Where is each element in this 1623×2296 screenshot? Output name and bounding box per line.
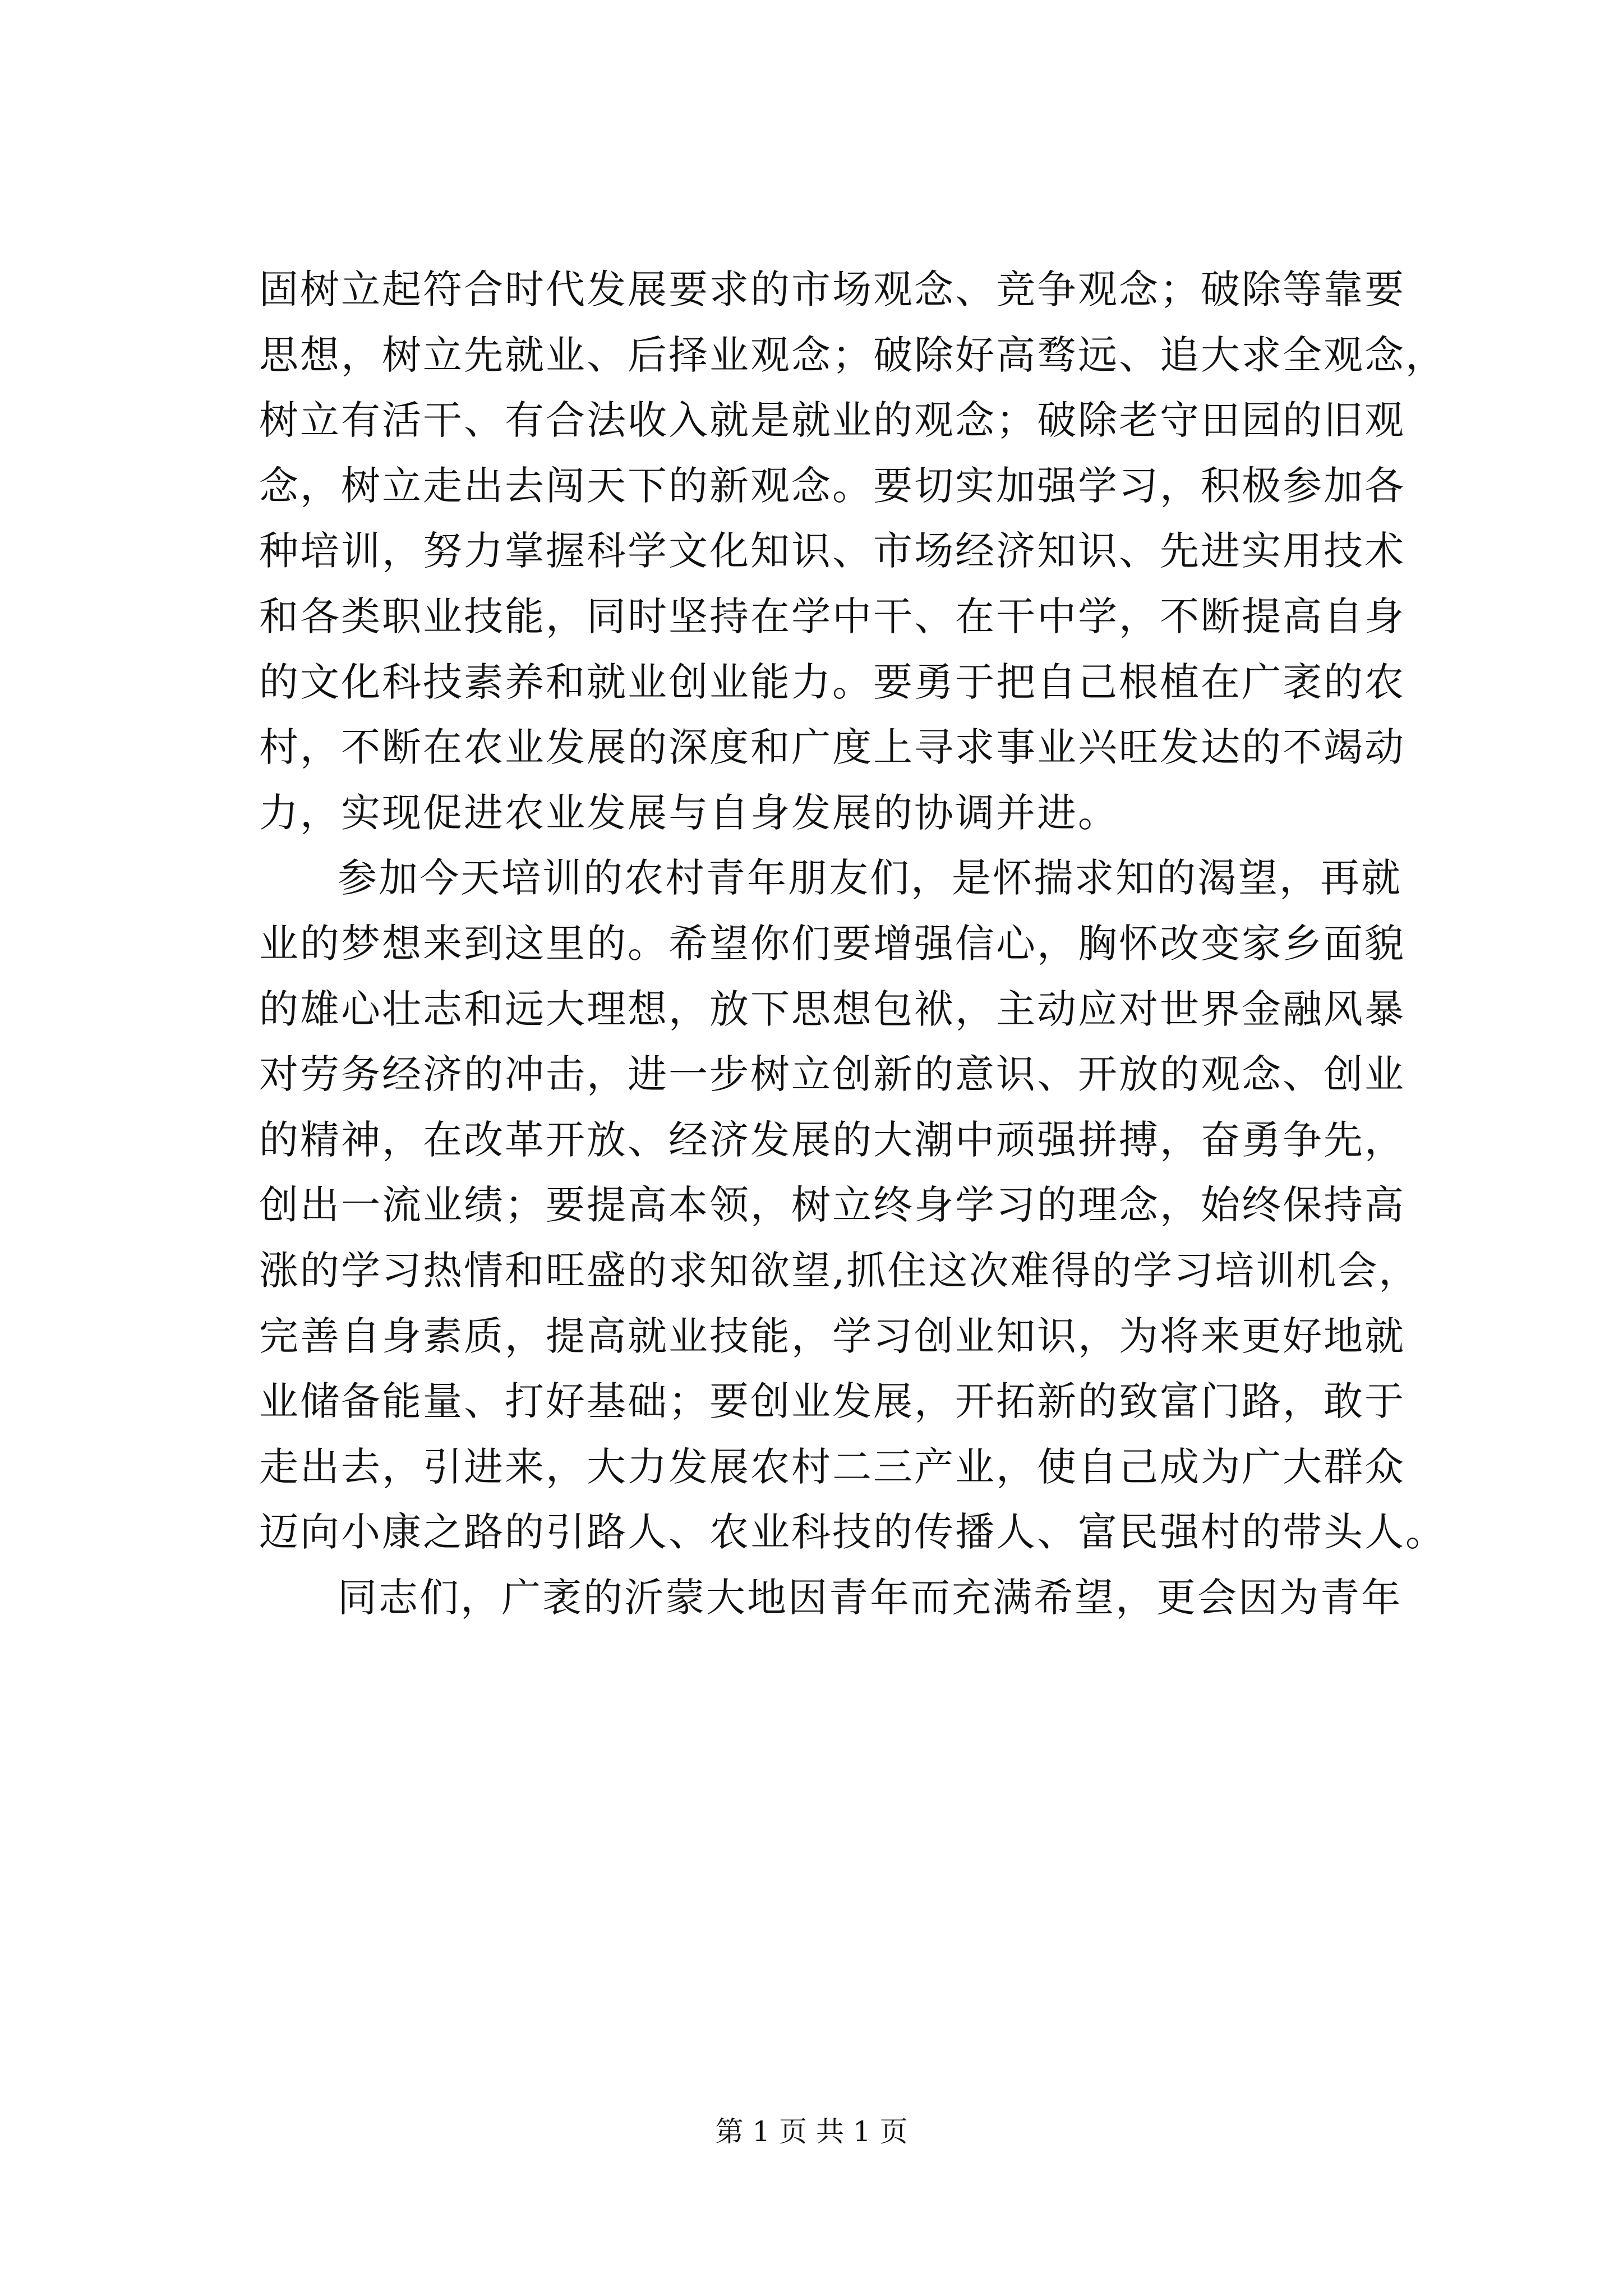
text-line: 村，不断在农业发展的深度和广度上寻求事业兴旺发达的不竭动 bbox=[259, 724, 1405, 771]
text-line: 走出去，引进来，大力发展农村二三产业，使自己成为广大群众 bbox=[259, 1443, 1405, 1490]
text-line: 思想，树立先就业、后择业观念；破除好高骛远、追大求全观念， bbox=[259, 332, 1446, 378]
text-line: 创出一流业绩；要提高本领，树立终身学习的理念，始终保持高 bbox=[259, 1182, 1405, 1228]
text-line: 业的梦想来到这里的。希望你们要增强信心，胸怀改变家乡面貌 bbox=[259, 920, 1405, 967]
text-line: 完善自身素质，提高就业技能，学习创业知识，为将来更好地就 bbox=[259, 1313, 1405, 1359]
paragraph-start-line: 同志们，广袤的沂蒙大地因青年而充满希望，更会因为青年 bbox=[338, 1574, 1402, 1621]
paragraph-start-line: 参加今天培训的农村青年朋友们，是怀揣求知的渴望，再就 bbox=[338, 855, 1402, 901]
body-text bbox=[259, 257, 1482, 1630]
text-line: 念，树立走出去闯天下的新观念。要切实加强学习，积极参加各 bbox=[259, 462, 1405, 509]
text-line: 的雄心壮志和远大理想，放下思想包袱，主动应对世界金融风暴 bbox=[259, 986, 1405, 1032]
text-line: 固树立起符合时代发展要求的市场观念、竞争观念；破除等靠要 bbox=[259, 266, 1405, 312]
text-line: 涨的学习热情和旺盛的求知欲望,抓住这次难得的学习培训机会， bbox=[259, 1247, 1420, 1294]
page-footer bbox=[0, 2115, 1623, 2148]
text-line: 的精神，在改革开放、经济发展的大潮中顽强拼搏，奋勇争先， bbox=[259, 1116, 1405, 1163]
text-line: 迈向小康之路的引路人、农业科技的传播人、富民强村的带头人。 bbox=[259, 1509, 1446, 1556]
text-line: 对劳务经济的冲击，进一步树立创新的意识、开放的观念、创业 bbox=[259, 1051, 1405, 1098]
text-line: 和各类职业技能，同时坚持在学中干、在干中学，不断提高自身 bbox=[259, 593, 1405, 639]
text-line: 种培训，努力掌握科学文化知识、市场经济知识、先进实用技术 bbox=[259, 528, 1405, 574]
page-number-label: 第 1 页 共 1 页 bbox=[715, 2115, 908, 2148]
text-line: 的文化科技素养和就业创业能力。要勇于把自己根植在广袤的农 bbox=[259, 659, 1405, 705]
text-line: 业储备能量、打好基础；要创业发展，开拓新的致富门路，敢于 bbox=[259, 1378, 1405, 1425]
text-line: 力，实现促进农业发展与自身发展的协调并进。 bbox=[259, 789, 1119, 836]
text-line: 树立有活干、有合法收入就是就业的观念；破除老守田园的旧观 bbox=[259, 397, 1405, 444]
